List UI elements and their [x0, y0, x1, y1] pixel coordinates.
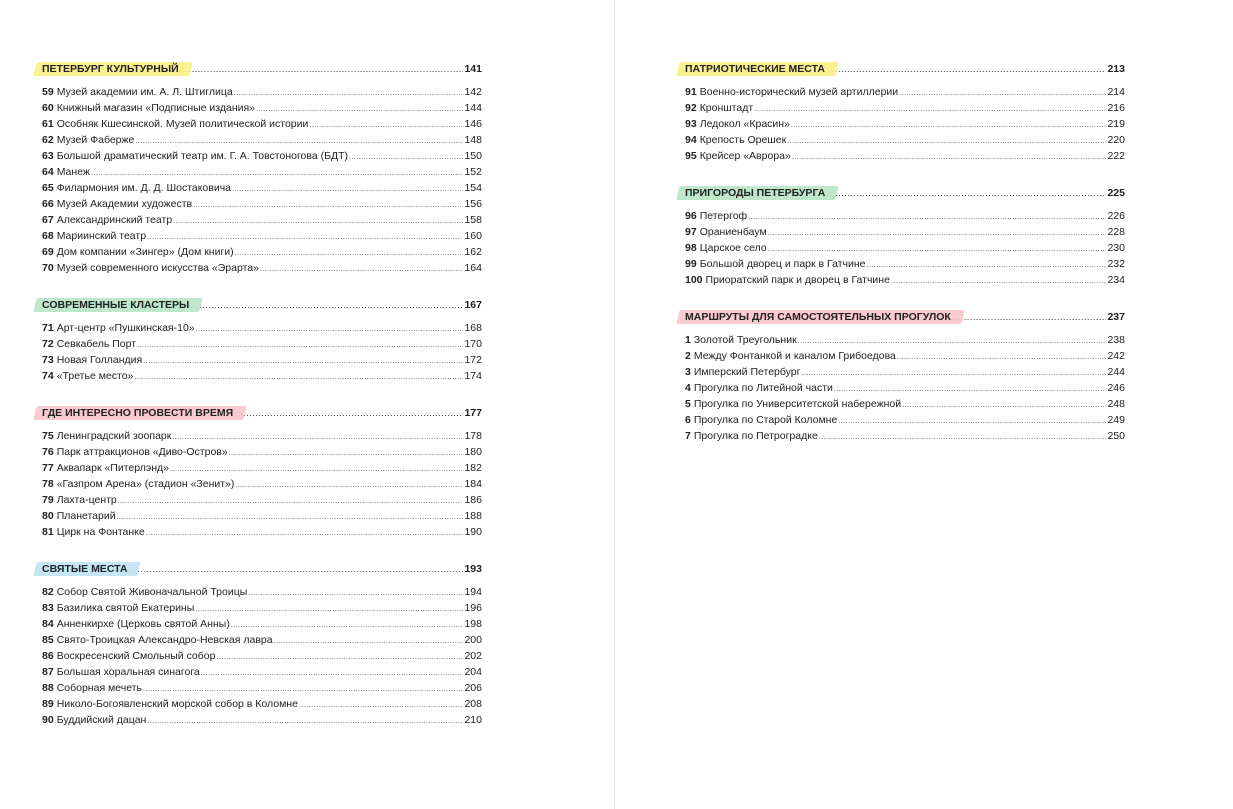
- entry-number: 71: [42, 322, 54, 334]
- entry-title: Цирк на Фонтанке: [56, 526, 145, 538]
- entry-number: 6: [685, 414, 691, 426]
- section-page-number: 237: [1107, 311, 1125, 323]
- section-page-number: 225: [1107, 187, 1125, 199]
- entry-page-number: 144: [464, 102, 482, 114]
- toc-entry[interactable]: [42, 336, 482, 352]
- entry-page-number: 150: [464, 150, 482, 162]
- entry-page-number: 194: [464, 586, 482, 598]
- toc-entry[interactable]: [42, 212, 482, 228]
- toc-entry[interactable]: [42, 460, 482, 476]
- entry-page-number: 202: [464, 650, 482, 662]
- section-heading[interactable]: [42, 62, 482, 76]
- entry-number: 63: [42, 150, 54, 162]
- entry-number: 66: [42, 198, 54, 210]
- entry-page-number: 190: [464, 526, 482, 538]
- entry-title: Большая хоральная синагога: [56, 666, 200, 678]
- entry-title: Большой драматический театр им. Г. А. Товстоногова (БДТ): [56, 150, 349, 162]
- toc-entry[interactable]: [685, 256, 1125, 272]
- toc-entry[interactable]: [42, 492, 482, 508]
- entry-title: Анненкирхе (Церковь святой Анны): [56, 618, 230, 630]
- entry-page-number: 168: [464, 322, 482, 334]
- toc-section: [42, 62, 482, 276]
- entry-title: Прогулка по Старой Коломне: [693, 414, 838, 426]
- entry-page-number: 154: [464, 182, 482, 194]
- toc-entry[interactable]: [42, 600, 482, 616]
- entry-title: Новая Голландия: [56, 354, 143, 366]
- toc-entry[interactable]: [685, 148, 1125, 164]
- toc-section: [42, 406, 482, 540]
- entry-title: Николо-Богоявленский морской собор в Коломне: [56, 698, 298, 710]
- entry-number: 74: [42, 370, 54, 382]
- entry-number: 1: [685, 334, 691, 346]
- entry-title: Свято-Троицкая Александро-Невская лавра: [56, 634, 273, 646]
- entry-page-number: 242: [1107, 350, 1125, 362]
- entry-number: 75: [42, 430, 54, 442]
- entry-page-number: 188: [464, 510, 482, 522]
- entry-title: Царское село: [699, 242, 767, 254]
- entry-page-number: 180: [464, 446, 482, 458]
- entry-number: 67: [42, 214, 54, 226]
- toc-entry[interactable]: [685, 332, 1125, 348]
- entry-number: 97: [685, 226, 697, 238]
- toc-section: [685, 310, 1125, 444]
- entry-page-number: 250: [1107, 430, 1125, 442]
- dot-leader: [819, 428, 1107, 446]
- entry-title: Собор Святой Живоначальной Троицы: [56, 586, 248, 598]
- entry-page-number: 246: [1107, 382, 1125, 394]
- toc-entry[interactable]: [685, 224, 1125, 240]
- entry-title: Парк аттракционов «Диво-Остров»: [56, 446, 228, 458]
- entry-page-number: 178: [464, 430, 482, 442]
- entry-page-number: 204: [464, 666, 482, 678]
- toc-entry[interactable]: [42, 508, 482, 524]
- section-page-number: 167: [464, 299, 482, 311]
- entry-page-number: 184: [464, 478, 482, 490]
- entry-title: Особняк Кшесинской. Музей политической истории: [56, 118, 309, 130]
- entry-page-number: 200: [464, 634, 482, 646]
- dot-leader: [826, 186, 1106, 200]
- entry-page-number: 228: [1107, 226, 1125, 238]
- section-heading[interactable]: [685, 310, 1125, 324]
- entry-number: 81: [42, 526, 54, 538]
- entry-page-number: 208: [464, 698, 482, 710]
- entry-number: 94: [685, 134, 697, 146]
- section-page-number: 177: [464, 407, 482, 419]
- toc-entry[interactable]: [685, 272, 1125, 288]
- toc-entry[interactable]: [685, 348, 1125, 364]
- toc-section: [685, 186, 1125, 288]
- toc-entry[interactable]: [42, 84, 482, 100]
- toc-section: [42, 298, 482, 384]
- entry-title: Арт-центр «Пушкинская-10»: [56, 322, 195, 334]
- entry-title: Приоратский парк и дворец в Гатчине: [705, 274, 890, 286]
- entry-title: Соборная мечеть: [56, 682, 142, 694]
- toc-entry[interactable]: [685, 208, 1125, 224]
- entry-title: Аквапарк «Питерлэнд»: [56, 462, 169, 474]
- entry-title: Филармония им. Д. Д. Шостаковича: [56, 182, 232, 194]
- toc-entry[interactable]: [685, 396, 1125, 412]
- toc-entry[interactable]: [42, 368, 482, 384]
- section-title: ПАТРИОТИЧЕСКИЕ МЕСТА: [685, 62, 825, 76]
- section-page-number: 213: [1107, 63, 1125, 75]
- page-gutter: [614, 0, 615, 809]
- entry-title: Планетарий: [56, 510, 116, 522]
- entry-title: Музей Фаберже: [56, 134, 135, 146]
- entry-title: Крейсер «Аврора»: [699, 150, 791, 162]
- entry-page-number: 186: [464, 494, 482, 506]
- toc-entry[interactable]: [42, 228, 482, 244]
- entry-number: 7: [685, 430, 691, 442]
- entry-number: 99: [685, 258, 697, 270]
- entry-number: 82: [42, 586, 54, 598]
- entry-title: Крепость Орешек: [699, 134, 787, 146]
- section-heading[interactable]: [685, 186, 1125, 200]
- dot-leader: [260, 260, 464, 278]
- entry-page-number: 219: [1107, 118, 1125, 130]
- entry-title: Петергоф: [699, 210, 748, 222]
- entry-number: 92: [685, 102, 697, 114]
- entry-page-number: 234: [1107, 274, 1125, 286]
- entry-page-number: 158: [464, 214, 482, 226]
- entry-page-number: 232: [1107, 258, 1125, 270]
- toc-entry[interactable]: [42, 632, 482, 648]
- toc-entry[interactable]: [685, 132, 1125, 148]
- entry-page-number: 142: [464, 86, 482, 98]
- entry-number: 89: [42, 698, 54, 710]
- dot-leader: [180, 62, 464, 76]
- entry-number: 72: [42, 338, 54, 350]
- toc-entry[interactable]: [685, 240, 1125, 256]
- dot-leader: [147, 712, 463, 730]
- section-title: СВЯТЫЕ МЕСТА: [42, 562, 127, 576]
- entry-number: 83: [42, 602, 54, 614]
- entry-page-number: 216: [1107, 102, 1125, 114]
- entry-page-number: 214: [1107, 86, 1125, 98]
- dot-leader: [891, 272, 1107, 290]
- entry-number: 100: [685, 274, 703, 286]
- entry-title: Прогулка по Петроградке: [693, 430, 818, 442]
- entry-number: 76: [42, 446, 54, 458]
- entry-page-number: 238: [1107, 334, 1125, 346]
- entry-number: 69: [42, 246, 54, 258]
- entry-number: 5: [685, 398, 691, 410]
- toc-entry[interactable]: [42, 476, 482, 492]
- entry-title: Музей Академии художеств: [56, 198, 193, 210]
- entry-number: 93: [685, 118, 697, 130]
- entry-page-number: 196: [464, 602, 482, 614]
- dot-leader: [234, 406, 463, 420]
- toc-entry[interactable]: [685, 84, 1125, 100]
- entry-title: «Третье место»: [56, 370, 134, 382]
- entry-title: Прогулка по Литейной части: [693, 382, 833, 394]
- entry-title: Ораниенбаум: [699, 226, 767, 238]
- toc-entry[interactable]: [42, 428, 482, 444]
- toc-entry[interactable]: [42, 444, 482, 460]
- entry-title: Имперский Петербург: [693, 366, 801, 378]
- entry-title: Между Фонтанкой и каналом Грибоедова: [693, 350, 896, 362]
- left-page-contents: [42, 62, 482, 750]
- entry-number: 87: [42, 666, 54, 678]
- entry-number: 77: [42, 462, 54, 474]
- toc-entry[interactable]: [42, 664, 482, 680]
- toc-entry[interactable]: [42, 196, 482, 212]
- toc-entry[interactable]: [685, 412, 1125, 428]
- toc-entry[interactable]: [685, 364, 1125, 380]
- dot-leader: [826, 62, 1107, 76]
- entry-title: Золотой Треугольник: [693, 334, 797, 346]
- dot-leader: [952, 310, 1107, 324]
- toc-entry[interactable]: [42, 616, 482, 632]
- entry-number: 95: [685, 150, 697, 162]
- entry-title: Буддийский дацан: [56, 714, 147, 726]
- toc-entry[interactable]: [685, 100, 1125, 116]
- entry-number: 62: [42, 134, 54, 146]
- section-heading[interactable]: [42, 298, 482, 312]
- entry-number: 60: [42, 102, 54, 114]
- entry-page-number: 146: [464, 118, 482, 130]
- toc-entry[interactable]: [42, 352, 482, 368]
- section-title: МАРШРУТЫ ДЛЯ САМОСТОЯТЕЛЬНЫХ ПРОГУЛОК: [685, 310, 951, 324]
- toc-entry[interactable]: [42, 696, 482, 712]
- toc-entry[interactable]: [42, 584, 482, 600]
- entry-page-number: 226: [1107, 210, 1125, 222]
- entry-number: 88: [42, 682, 54, 694]
- section-title: ПРИГОРОДЫ ПЕТЕРБУРГА: [685, 186, 825, 200]
- section-heading[interactable]: [42, 406, 482, 420]
- entry-title: Прогулка по Университетской набережной: [693, 398, 902, 410]
- entry-number: 96: [685, 210, 697, 222]
- entry-page-number: 222: [1107, 150, 1125, 162]
- entry-title: Музей современного искусства «Эрарта»: [56, 262, 259, 274]
- toc-entry[interactable]: [42, 320, 482, 336]
- toc-entry[interactable]: [42, 132, 482, 148]
- entry-page-number: 160: [464, 230, 482, 242]
- section-title: ПЕТЕРБУРГ КУЛЬТУРНЫЙ: [42, 62, 179, 76]
- section-page-number: 193: [464, 563, 482, 575]
- entry-title: Музей академии им. А. Л. Штиглица: [56, 86, 233, 98]
- entry-title: Севкабель Порт: [56, 338, 137, 350]
- entry-number: 86: [42, 650, 54, 662]
- entry-page-number: 148: [464, 134, 482, 146]
- entry-number: 59: [42, 86, 54, 98]
- toc-entry[interactable]: [42, 164, 482, 180]
- section-heading[interactable]: [685, 62, 1125, 76]
- toc-entry[interactable]: [42, 100, 482, 116]
- dot-leader: [134, 368, 463, 386]
- entry-page-number: 174: [464, 370, 482, 382]
- toc-entry[interactable]: [42, 148, 482, 164]
- entry-title: Большой дворец и парк в Гатчине: [699, 258, 866, 270]
- entry-page-number: 152: [464, 166, 482, 178]
- entry-number: 85: [42, 634, 54, 646]
- entry-title: Кронштадт: [699, 102, 754, 114]
- entry-number: 90: [42, 714, 54, 726]
- toc-entry[interactable]: [42, 116, 482, 132]
- entry-title: Александринский театр: [56, 214, 173, 226]
- toc-entry[interactable]: [685, 116, 1125, 132]
- toc-entry[interactable]: [42, 680, 482, 696]
- entry-page-number: 182: [464, 462, 482, 474]
- toc-entry[interactable]: [42, 648, 482, 664]
- dot-leader: [792, 148, 1107, 166]
- entry-page-number: 249: [1107, 414, 1125, 426]
- entry-number: 2: [685, 350, 691, 362]
- entry-page-number: 210: [464, 714, 482, 726]
- dot-leader: [128, 562, 463, 576]
- entry-number: 98: [685, 242, 697, 254]
- entry-number: 64: [42, 166, 54, 178]
- entry-number: 4: [685, 382, 691, 394]
- entry-title: Книжный магазин «Подписные издания»: [56, 102, 256, 114]
- entry-title: Ленинградский зоопарк: [56, 430, 172, 442]
- entry-page-number: 170: [464, 338, 482, 350]
- entry-number: 68: [42, 230, 54, 242]
- toc-entry[interactable]: [685, 428, 1125, 444]
- entry-title: Базилика святой Екатерины: [56, 602, 195, 614]
- toc-entry[interactable]: [685, 380, 1125, 396]
- entry-title: Мариинский театр: [56, 230, 147, 242]
- section-title: СОВРЕМЕННЫЕ КЛАСТЕРЫ: [42, 298, 189, 312]
- entry-number: 3: [685, 366, 691, 378]
- entry-title: «Газпром Арена» (стадион «Зенит»): [56, 478, 235, 490]
- entry-number: 73: [42, 354, 54, 366]
- entry-page-number: 244: [1107, 366, 1125, 378]
- entry-page-number: 230: [1107, 242, 1125, 254]
- toc-entry[interactable]: [42, 712, 482, 728]
- entry-number: 91: [685, 86, 697, 98]
- entry-number: 79: [42, 494, 54, 506]
- toc-entry[interactable]: [42, 180, 482, 196]
- entry-number: 78: [42, 478, 54, 490]
- entry-page-number: 164: [464, 262, 482, 274]
- entry-page-number: 162: [464, 246, 482, 258]
- entry-number: 84: [42, 618, 54, 630]
- entry-page-number: 172: [464, 354, 482, 366]
- section-heading[interactable]: [42, 562, 482, 576]
- entry-number: 61: [42, 118, 54, 130]
- entry-title: Манеж: [56, 166, 90, 178]
- toc-section: [42, 562, 482, 728]
- entry-title: Военно-исторический музей артиллерии: [699, 86, 899, 98]
- entry-number: 65: [42, 182, 54, 194]
- toc-entry[interactable]: [42, 244, 482, 260]
- toc-entry[interactable]: [42, 524, 482, 540]
- entry-title: Воскресенский Смольный собор: [56, 650, 216, 662]
- entry-title: Лахта-центр: [56, 494, 117, 506]
- dot-leader: [190, 298, 463, 312]
- entry-page-number: 220: [1107, 134, 1125, 146]
- entry-number: 70: [42, 262, 54, 274]
- entry-page-number: 198: [464, 618, 482, 630]
- section-page-number: 141: [464, 63, 482, 75]
- entry-page-number: 156: [464, 198, 482, 210]
- entry-title: Дом компании «Зингер» (Дом книги): [56, 246, 234, 258]
- entry-title: Ледокол «Красин»: [699, 118, 790, 130]
- dot-leader: [146, 524, 464, 542]
- toc-entry[interactable]: [42, 260, 482, 276]
- entry-number: 80: [42, 510, 54, 522]
- toc-section: [685, 62, 1125, 164]
- right-page-contents: [685, 62, 1125, 466]
- entry-page-number: 248: [1107, 398, 1125, 410]
- section-title: ГДЕ ИНТЕРЕСНО ПРОВЕСТИ ВРЕМЯ: [42, 406, 233, 420]
- entry-page-number: 206: [464, 682, 482, 694]
